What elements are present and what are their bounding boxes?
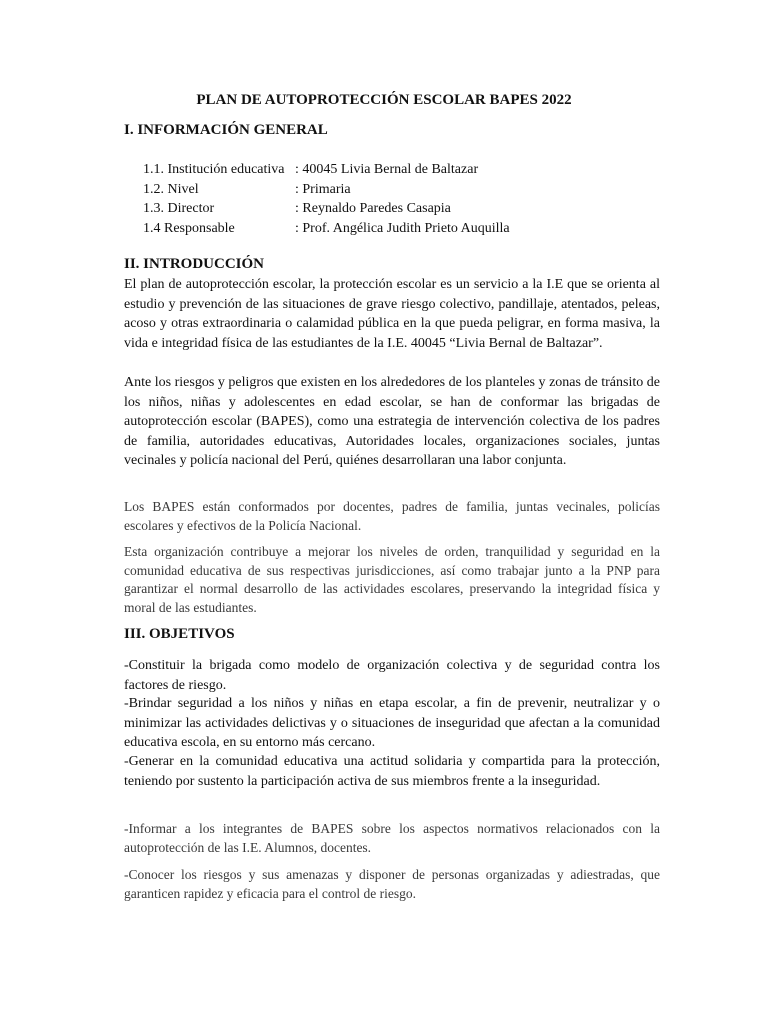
- intro-paragraph-3: Los BAPES están conformados por docentes, padres de familia, juntas vecinales, policías escolares y efectivos de la Policía Nacional.: [124, 499, 660, 533]
- intro-paragraph-2: Ante los riesgos y peligros que existen en los alrededores de los planteles y zonas de tránsito de los niños, niñas y adolescentes en edad escolar, se han de conformar las brigadas de autoprotección escolar (BAPES), como una estrategia de intervención colectiva de los padres de familia, autoridades educativas, Autoridades locales, organizaciones sociales, juntas vecinales y policía nacional del Perú, quiénes desarrollaran una labor conjunta.: [124, 375, 660, 468]
- objective-2: -Brindar seguridad a los niños y niñas en etapa escolar, a fin de prevenir, neutralizar y o minimizar las actividades delictivas y o situaciones de inseguridad que afectan a la comunidad educativa escola, en su entorno más cercano.: [124, 696, 660, 750]
- info-label: 1.3. Director: [143, 201, 215, 216]
- objective-1: -Constituir la brigada como modelo de organización colectiva y de seguridad contra los factores de riesgo.: [124, 658, 660, 693]
- info-label: 1.1. Institución educativa: [143, 162, 285, 177]
- general-info-list: [143, 160, 510, 238]
- info-label: 1.4 Responsable: [143, 220, 235, 236]
- info-value: : 40045 Livia Bernal de Baltazar: [295, 162, 479, 177]
- objective-4: -Informar a los integrantes de BAPES sobre los aspectos normativos relacionados con la autoprotección de las I.E. Alumnos, docentes.: [124, 821, 660, 855]
- info-value: : Primaria: [295, 181, 351, 197]
- document-title: PLAN DE AUTOPROTECCIÓN ESCOLAR BAPES 2022: [196, 92, 572, 108]
- objective-5: -Conocer los riesgos y sus amenazas y disponer de personas organizadas y adiestradas, que garanticen rapidez y eficacia para el control de riesgo.: [124, 867, 660, 901]
- info-value: : Reynaldo Paredes Casapia: [295, 201, 451, 216]
- info-row-institution: [143, 160, 510, 180]
- info-row-level: [143, 180, 510, 200]
- info-label: 1.2. Nivel: [143, 181, 199, 197]
- info-row-director: [143, 199, 510, 219]
- section-2-heading: II. INTRODUCCIÓN: [124, 256, 265, 272]
- info-value: : Prof. Angélica Judith Prieto Auquilla: [295, 220, 510, 236]
- info-row-responsible: [143, 219, 510, 239]
- intro-paragraph-4: Esta organización contribuye a mejorar los niveles de orden, tranquilidad y seguridad en la comunidad educativa de sus respectivas jurisdicciones, así como trabajar junto a la PNP para garantizar el normal desarrollo de las actividades escolares, preservando la integridad física y moral de las estudiantes.: [124, 544, 660, 615]
- intro-paragraph-1: El plan de autoprotección escolar, la protección escolar es un servicio a la I.E que se orienta al estudio y prevención de las situaciones de grave riesgo colectivo, pandillaje, atentados, peleas, acoso y otras extraordinaria o calamidad pública en la que pueda peligrar, en forma masiva, la vida e integridad física de las estudiantes de la I.E. 40045 “Livia Bernal de Baltazar”.: [124, 277, 660, 351]
- objective-3: -Generar en la comunidad educativa una actitud solidaria y compartida para la protección, teniendo por sustento la participación activa de sus miembros frente a la inseguridad.: [124, 754, 660, 789]
- section-1-heading: I. INFORMACIÓN GENERAL: [124, 122, 328, 138]
- section-3-heading: III. OBJETIVOS: [124, 626, 235, 642]
